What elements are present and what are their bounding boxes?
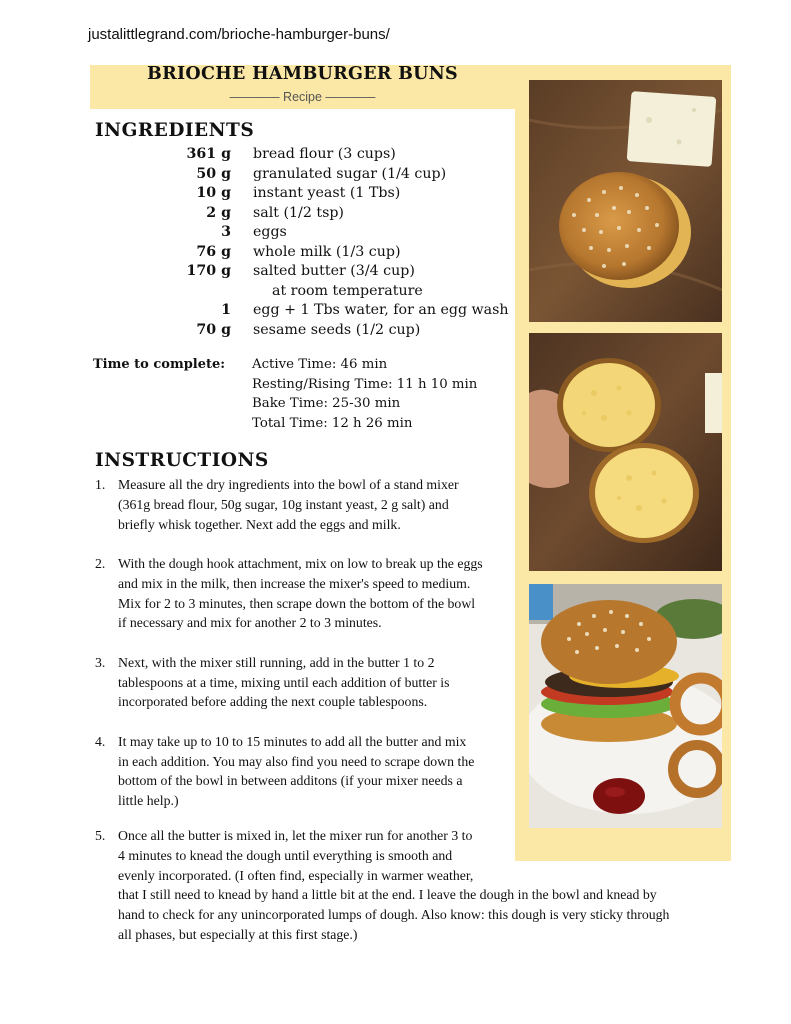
ingredient-item: granulated sugar (1/4 cup) bbox=[253, 165, 447, 182]
step-line: all phases, but especially at this first stage.) bbox=[118, 926, 358, 942]
source-url: justalittlegrand.com/brioche-hamburger-buns/ bbox=[88, 26, 390, 43]
ingredient-qty: 170 g bbox=[186, 263, 231, 279]
step-line: in each addition. You may also find you need to scrape down the bbox=[118, 753, 475, 769]
ingredient-item: eggs bbox=[253, 224, 287, 240]
step-line: Once all the butter is mixed in, let the mixer run for another 3 to bbox=[118, 828, 473, 843]
active-time: Active Time: 46 min bbox=[252, 357, 388, 372]
ingredient-row bbox=[160, 302, 520, 322]
step-number: 2. bbox=[95, 555, 106, 571]
time-list bbox=[252, 357, 477, 436]
photo-cut-bun bbox=[529, 333, 722, 571]
step-line: and mix in the milk, then increase the mixer's speed to medium. bbox=[118, 575, 471, 591]
ingredient-row bbox=[160, 166, 520, 186]
step-line: (361g bread flour, 50g sugar, 10g instant yeast, 2 g salt) and bbox=[118, 496, 449, 512]
ingredient-item: at room temperature bbox=[272, 282, 423, 299]
instruction-step bbox=[95, 826, 735, 945]
step-line: bottom of the bowl in between additons (if your mixer needs a bbox=[118, 773, 463, 789]
bake-time: Bake Time: 25-30 min bbox=[252, 396, 401, 412]
ingredient-row bbox=[160, 185, 520, 205]
ingredient-row bbox=[160, 146, 520, 166]
step-line: Next, with the mixer still running, add in the butter 1 to 2 bbox=[118, 654, 435, 670]
ingredient-item: instant yeast (1 Tbs) bbox=[253, 185, 401, 201]
step-line: evenly incorporated. (I often find, especially in warmer weather, bbox=[118, 867, 474, 883]
step-number: 1. bbox=[95, 477, 106, 492]
ingredient-qty: 1 bbox=[221, 302, 231, 318]
photo-whole-bun bbox=[529, 80, 722, 322]
ingredient-qty: 2 g bbox=[206, 204, 231, 221]
step-line: With the dough hook attachment, mix on low to break up the eggs bbox=[118, 555, 483, 571]
ingredient-item: whole milk (1/3 cup) bbox=[253, 243, 401, 260]
ingredient-item: egg + 1 Tbs water, for an egg wash bbox=[253, 302, 509, 318]
ingredients-heading: INGREDIENTS bbox=[95, 120, 255, 141]
instruction-step bbox=[95, 732, 515, 811]
ingredient-row bbox=[160, 244, 520, 264]
step-number: 4. bbox=[95, 733, 106, 749]
ingredient-item: salted butter (3/4 cup) bbox=[253, 263, 415, 279]
step-line: tablespoons at a time, mixing until each addition of butter is bbox=[118, 674, 450, 690]
step-line: hand to check for any unincorporated lumps of dough. Also know: this dough is very sticky through bbox=[118, 907, 670, 923]
step-line: Mix for 2 to 3 minutes, then scrape down the bottom of the bowl bbox=[118, 595, 476, 611]
time-label: Time to complete: bbox=[93, 357, 226, 372]
instruction-step bbox=[95, 554, 515, 633]
resting-time: Resting/Rising Time: 11 h 10 min bbox=[252, 376, 478, 392]
step-line: incorporated before adding the next couple tablespoons. bbox=[118, 694, 428, 710]
instruction-step bbox=[95, 653, 515, 712]
ingredient-qty: 50 g bbox=[196, 165, 231, 182]
step-line: Measure all the dry ingredients into the bowl of a stand mixer bbox=[118, 477, 459, 492]
step-line: It may take up to 10 to 15 minutes to add all the butter and mix bbox=[118, 733, 467, 749]
ingredient-qty: 3 bbox=[221, 224, 231, 240]
step-line: briefly whisk together. Next add the eggs and milk. bbox=[118, 516, 401, 532]
ingredient-row bbox=[160, 322, 520, 342]
ingredient-item: sesame seeds (1/2 cup) bbox=[253, 321, 421, 338]
step-number: 3. bbox=[95, 654, 106, 670]
step-line: 4 minutes to knead the dough until everything is smooth and bbox=[118, 847, 453, 863]
total-time: Total Time: 12 h 26 min bbox=[252, 416, 413, 432]
step-line: little help.) bbox=[118, 793, 179, 809]
instructions-list bbox=[95, 475, 515, 831]
recipe-subtitle: ———— Recipe ———— bbox=[229, 90, 376, 104]
ingredient-qty: 76 g bbox=[196, 243, 231, 260]
ingredient-row bbox=[160, 224, 520, 244]
photo-hamburger bbox=[529, 584, 722, 828]
ingredient-qty: 10 g bbox=[196, 185, 231, 201]
instruction-step bbox=[95, 475, 515, 534]
step-number: 5. bbox=[95, 828, 106, 843]
ingredient-qty: 70 g bbox=[196, 321, 231, 338]
ingredient-item: bread flour (3 cups) bbox=[253, 146, 396, 162]
ingredient-qty: 361 g bbox=[186, 146, 231, 162]
recipe-title: BRIOCHE HAMBURGER BUNS bbox=[147, 64, 458, 84]
instructions-heading: INSTRUCTIONS bbox=[95, 450, 269, 471]
step-line: that I still need to knead by hand a little bit at the end. I leave the dough in the bowl and knead by bbox=[118, 887, 657, 903]
ingredient-row bbox=[160, 263, 520, 283]
ingredient-row bbox=[160, 205, 520, 225]
ingredients-list bbox=[160, 146, 520, 341]
ingredient-row bbox=[160, 283, 520, 303]
ingredient-item: salt (1/2 tsp) bbox=[253, 204, 344, 221]
step-line: if necessary and mix for another 2 to 3 minutes. bbox=[118, 615, 382, 631]
